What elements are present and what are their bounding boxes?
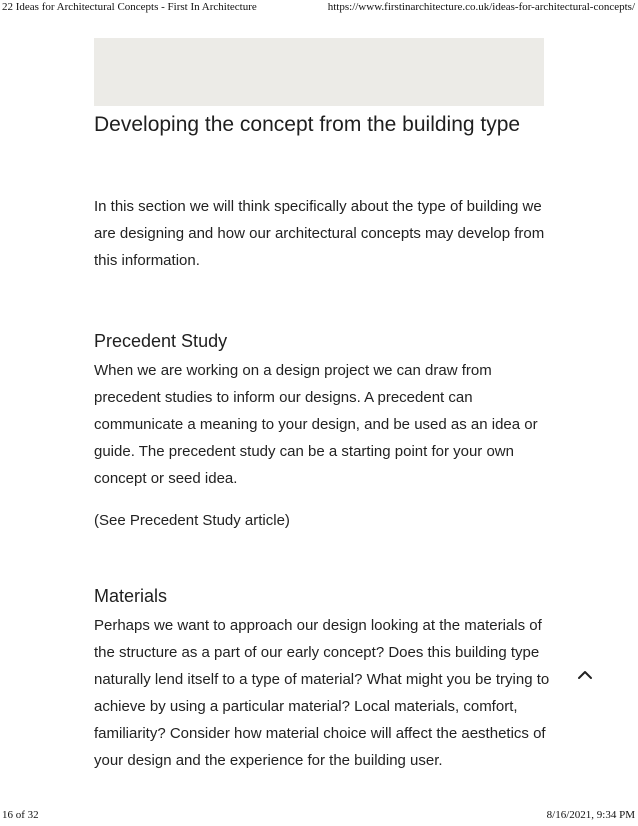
print-timestamp: 8/16/2021, 9:34 PM (546, 809, 635, 821)
scroll-to-top-button[interactable] (574, 666, 596, 684)
materials-paragraph: Perhaps we want to approach our design looking at the materials of the structure as a part of our early concept? Does this building type naturally lend itself to a type of material? What might you be trying to achieve by using a particular material? Local materials, comfort, familiarity? Consider how material choice will affect the aesthetics of your design and the experience for the building user. (94, 617, 550, 769)
precedent-study-paragraph: When we are working on a design project we can draw from precedent studies to inform our designs. A precedent can communicate a meaning to your design, and be used as an idea or guide. The precedent study can be a starting point for your own concept or seed idea. (94, 362, 538, 487)
intro-paragraph: In this section we will think specifically about the type of building we are designing and how our architectural concepts may develop from this information. (94, 198, 545, 269)
article-image-placeholder (94, 38, 544, 106)
materials-heading: Materials (94, 586, 168, 606)
print-header-title: 22 Ideas for Architectural Concepts - First In Architecture (2, 1, 257, 13)
print-header-url: https://www.firstinarchitecture.co.uk/ideas-for-architectural-concepts/ (327, 1, 635, 13)
precedent-study-heading: Precedent Study (94, 331, 228, 351)
chevron-up-icon (574, 666, 596, 684)
precedent-study-article-link[interactable]: (See Precedent Study article) (94, 512, 290, 529)
article-content (94, 112, 554, 774)
section-title: Developing the concept from the building type (94, 113, 521, 136)
page-counter: 16 of 32 (2, 809, 39, 821)
